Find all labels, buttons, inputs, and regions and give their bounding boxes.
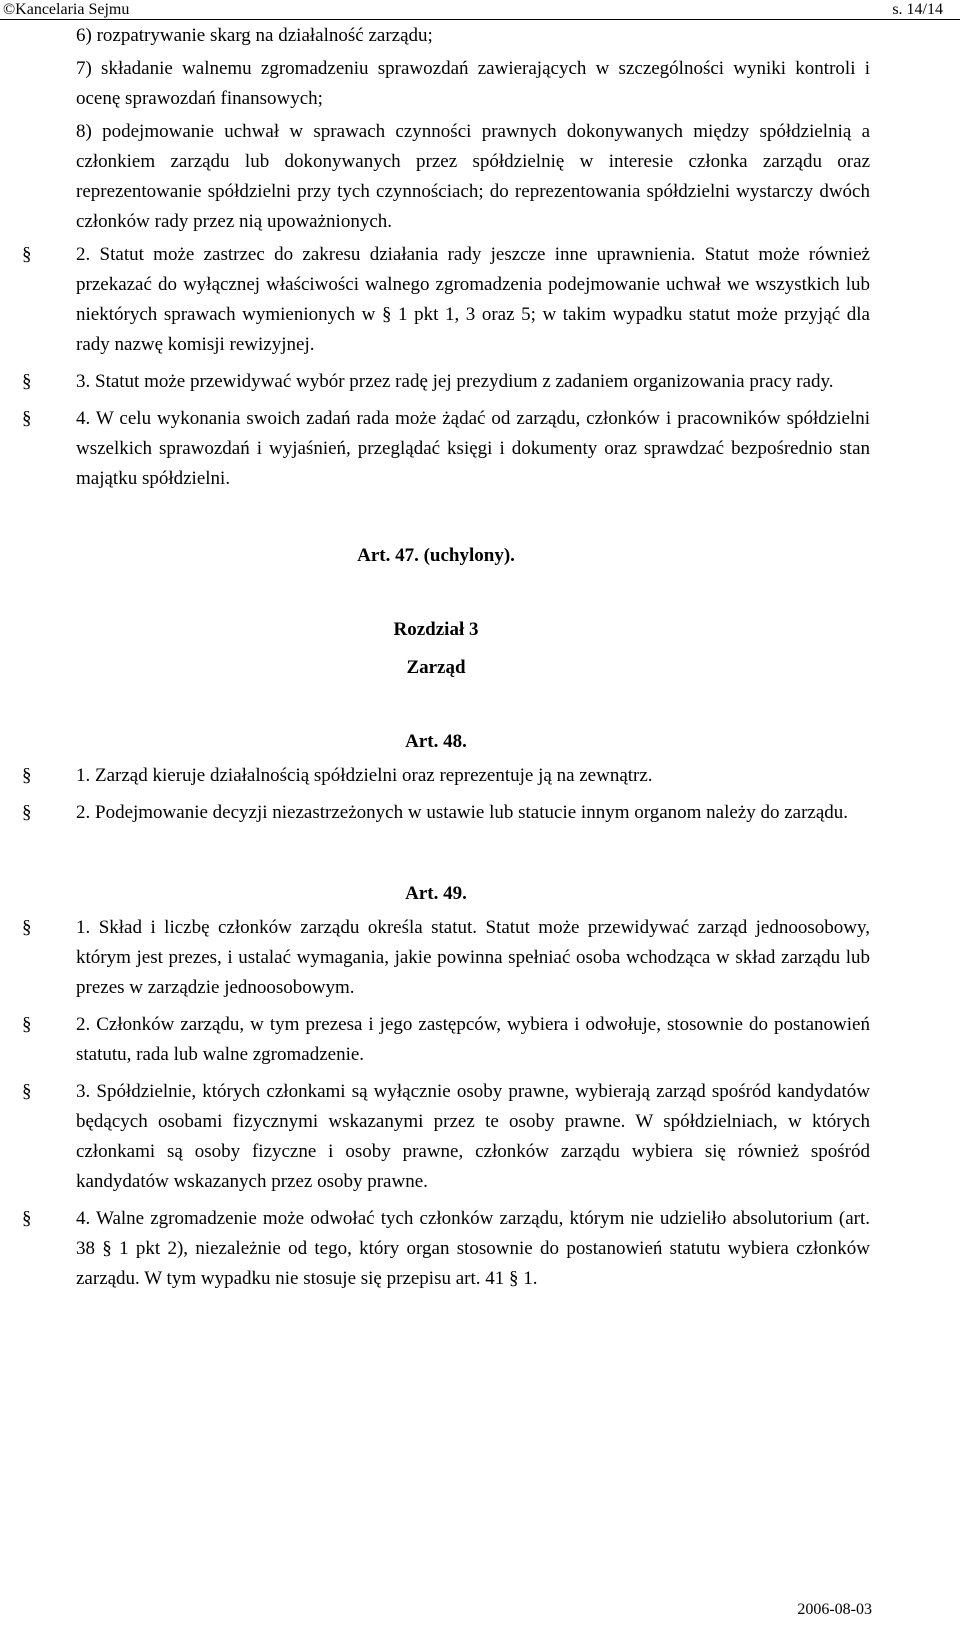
spacer <box>0 683 960 727</box>
spacer <box>0 835 960 879</box>
section-mark: § <box>22 1081 32 1102</box>
article-heading: Art. 47. (uchylony). <box>357 545 515 566</box>
list-item: 7) składanie walnemu zgromadzeniu sprawozdań zawierających w szczególności wyniki kontroli i ocenę sprawozdań finansowych; <box>76 58 870 109</box>
paragraph <box>0 404 960 494</box>
page-header <box>0 0 960 22</box>
paragraph <box>0 761 960 791</box>
paragraph-text: 4. Walne zgromadzenie może odwołać tych członków zarządu, którym nie udzieliło absolutorium (art. 38 § 1 pkt 2), niezależnie od tego, który organ stosownie do postanowień statutu wybiera członków zarządu. W tym wypadku nie stosuje się przepisu art. 41 § 1. <box>76 1208 870 1289</box>
section-mark: § <box>22 408 32 429</box>
section-mark: § <box>22 765 32 786</box>
document-body <box>0 21 960 1301</box>
paragraph <box>0 367 960 397</box>
article-heading: Art. 48. <box>405 731 467 752</box>
paragraph-text: 4. W celu wykonania swoich zadań rada może żądać od zarządu, członków i pracowników spółdzielni wszelkich sprawozdań i wyjaśnień, przeglądać księgi i dokumenty oraz sprawdzać bezpośrednio stan majątku spółdzielni. <box>76 408 870 489</box>
header-divider <box>0 19 960 20</box>
spacer <box>0 645 960 653</box>
article-heading: Art. 49. <box>405 883 467 904</box>
list-item: 8) podejmowanie uchwał w sprawach czynności prawnych dokonywanych między spółdzielnią a członkiem zarządu lub dokonywanych przez spółdzielnię w interesie członka zarządu oraz reprezentowanie spółdzielni przy tych czynnościach; do reprezentowania spółdzielni wystarczy dwóch członków rady przez nią upoważnionych. <box>76 121 870 232</box>
paragraph-text: 3. Statut może przewidywać wybór przez radę jej prezydium z zadaniem organizowania pracy rady. <box>76 371 834 392</box>
paragraph <box>0 798 960 828</box>
section-mark: § <box>22 244 32 265</box>
section-mark: § <box>22 1014 32 1035</box>
paragraph-text: 2. Statut może zastrzec do zakresu działania rady jeszcze inne uprawnienia. Statut może również przekazać do wyłącznej właściwości walnego zgromadzenia podejmowanie uchwał we wszystkich lub niektórych sprawach wymienionych w § 1 pkt 1, 3 oraz 5; w takim wypadku statut może przyjąć dla rady nazwę komisji rewizyjnej. <box>76 244 870 355</box>
paragraph-text: 1. Skład i liczbę członków zarządu określa statut. Statut może przewidywać zarząd jednoosobowy, którym jest prezes, i ustalać wymagania, jakie powinna spełniać osoba wchodząca w skład zarządu lub prezes w zarządzie jednoosobowym. <box>76 917 870 998</box>
spacer <box>0 571 960 615</box>
paragraph <box>0 240 960 360</box>
paragraph <box>0 913 960 1003</box>
section-mark: § <box>22 917 32 938</box>
section-mark: § <box>22 371 32 392</box>
paragraph <box>0 1204 960 1294</box>
chapter-number: Rozdział 3 <box>393 619 479 640</box>
paragraph-text: 2. Podejmowanie decyzji niezastrzeżonych w ustawie lub statucie innym organom należy do zarządu. <box>76 802 849 823</box>
chapter-title: Zarząd <box>406 657 466 678</box>
paragraph <box>0 1010 960 1070</box>
section-mark: § <box>22 1208 32 1229</box>
paragraph-text: 2. Członków zarządu, w tym prezesa i jego zastępców, wybiera i odwołuje, stosownie do postanowień statutu, rada lub walne zgromadzenie. <box>76 1014 870 1065</box>
paragraph <box>0 1077 960 1197</box>
paragraph-text: 3. Spółdzielnie, których członkami są wyłącznie osoby prawne, wybierają zarząd spośród kandydatów będących osobami fizycznymi wskazanymi przez te osoby prawne. W spółdzielniach, w których członkami są osoby fizyczne i osoby prawne, członków zarządu wybiera się również spośród kandydatów wskazanych przez osoby prawne. <box>76 1081 870 1192</box>
spacer <box>0 501 960 541</box>
footer-date: 2006-08-03 <box>797 1601 872 1618</box>
list-item: 6) rozpatrywanie skarg na działalność zarządu; <box>76 25 433 46</box>
paragraph-text: 1. Zarząd kieruje działalnością spółdzielni oraz reprezentuje ją na zewnątrz. <box>76 765 653 786</box>
header-publisher: ©Kancelaria Sejmu <box>3 1 130 18</box>
section-mark: § <box>22 802 32 823</box>
header-page-number: s. 14/14 <box>892 1 943 18</box>
